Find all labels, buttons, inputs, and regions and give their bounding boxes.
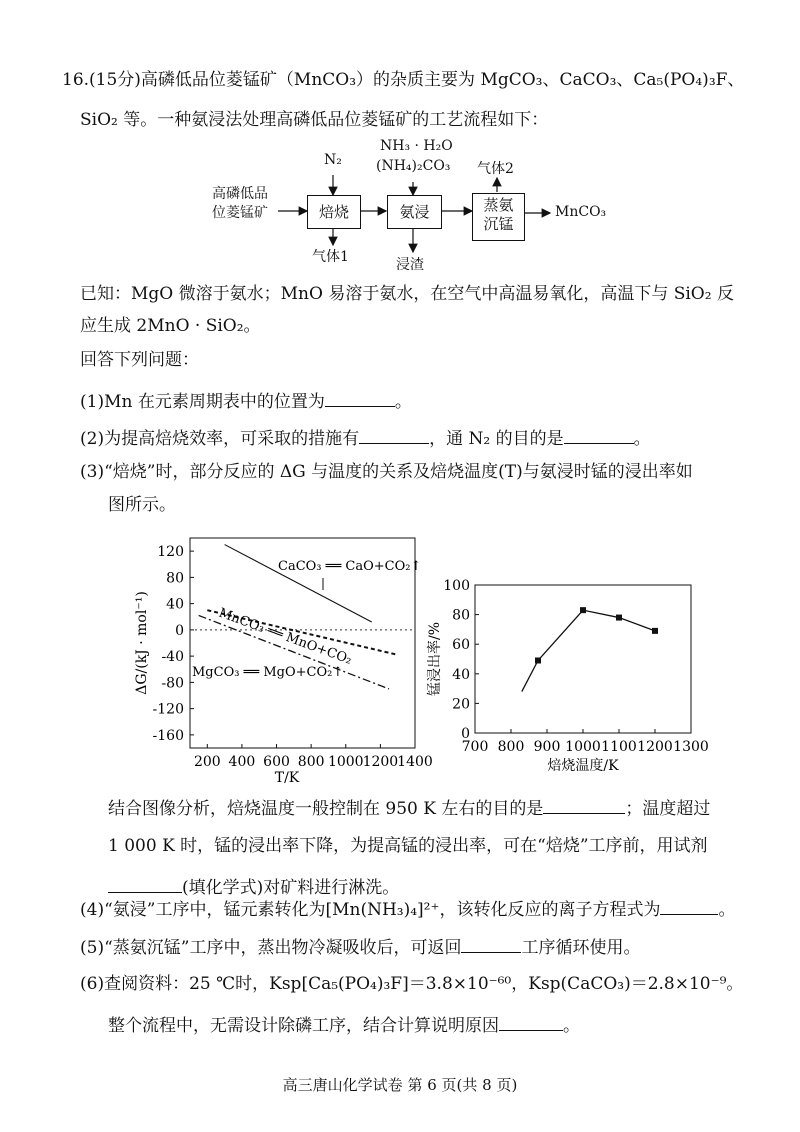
series-line-1 <box>225 545 372 622</box>
data-point <box>535 657 541 663</box>
question-intro-line2: SiO₂ 等。一种氨浸法处理高磷低品位菱锰矿的工艺流程如下： <box>80 110 549 130</box>
q3-analysis-line2: 1 000 K 时，锰的浸出率下降，为提高锰的浸出率，可在“焙烧”工序前，用试剂 <box>108 836 708 856</box>
roast-box: 焙烧 <box>307 195 361 229</box>
x-tick-label: 800 <box>497 739 525 755</box>
q3-line1: (3)“焙烧”时，部分反应的 ΔG 与温度的关系及焙烧温度(T)与氨浸时锰的浸出率如 <box>80 462 693 482</box>
n2-label: N₂ <box>324 152 342 168</box>
x-tick-label: 1200 <box>637 739 673 755</box>
annotation-mnco3: MnCO₃ ══ MnO+CO₂ <box>216 605 354 668</box>
q5-blank[interactable] <box>461 934 521 953</box>
y-tick-label: -160 <box>152 727 184 744</box>
x-tick-label: 1300 <box>673 739 709 755</box>
x-tick-label: 400 <box>228 754 256 770</box>
q4-blank[interactable] <box>660 896 718 915</box>
q5: (5)“蒸氨沉锰”工序中，蒸出物冷凝吸收后，可返回 工序循环使用。 <box>80 934 640 960</box>
y-tick-label: 80 <box>166 570 184 587</box>
known-line1: 已知：MgO 微溶于氨水；MnO 易溶于氨水，在空气中高温易氧化，高温下与 SiO₂ 反 <box>80 284 734 304</box>
annotation-caco3: CaCO₃ ══ CaO+CO₂↑ <box>278 559 422 574</box>
x-tick-label: 1100 <box>601 739 637 755</box>
raw-material-label-2: 位菱锰矿 <box>212 205 268 221</box>
q4: (4)“氨浸”工序中，锰元素转化为[Mn(NH₃)₄]²⁺，该转化反应的离子方程式为 。 <box>80 896 735 922</box>
q1: (1)Mn 在元素周期表中的位置为 。 <box>80 388 412 414</box>
x-tick-label: 600 <box>263 754 290 770</box>
x-tick-label: 700 <box>461 739 489 755</box>
residue-label: 浸渣 <box>396 257 424 273</box>
y-tick-label: -80 <box>161 675 184 692</box>
delta-g-chart <box>130 530 450 790</box>
known-line2: 应生成 2MnO · SiO₂。 <box>80 316 261 336</box>
y-tick-label: 40 <box>452 666 470 683</box>
question-intro-line1: 16.(15分)高磷低品位菱锰矿（MnCO₃）的杂质主要为 MgCO₃、CaCO₃、Ca₅(PO₄)₃F、 <box>62 70 745 90</box>
data-point <box>616 615 622 621</box>
page-footer: 高三唐山化学试卷 第 6 页(共 8 页) <box>282 1076 518 1094</box>
gas1-label: 气体1 <box>312 249 349 265</box>
series-line <box>522 610 655 691</box>
y-tick-label: -40 <box>161 649 184 666</box>
y-tick-label: 0 <box>461 726 470 742</box>
q3-line2: 图所示。 <box>108 495 176 515</box>
q3-analysis-line3: (填化学式)对矿料进行淋洗。 <box>108 874 399 900</box>
answer-prompt: 回答下列问题： <box>80 350 199 370</box>
ammonia-precipitation-box <box>472 193 525 241</box>
leach-rate-chart <box>425 570 725 785</box>
q3-blank-1[interactable] <box>543 795 625 814</box>
gas2-label: 气体2 <box>477 161 514 177</box>
ammonia-leach-box: 氨浸 <box>387 195 442 229</box>
box3-line2: 沉锰 <box>483 215 514 233</box>
product-label: MnCO₃ <box>555 204 607 220</box>
box3-line1: 蒸氨 <box>483 196 514 214</box>
q2: (2)为提高焙烧效率，可采取的措施有 ，通 N₂ 的目的是 。 <box>80 425 651 451</box>
x-axis-label: 焙烧温度/K <box>547 758 619 774</box>
y-tick-label: 40 <box>166 596 184 613</box>
y-axis-label: 锰浸出率/% <box>427 621 443 697</box>
q3-blank-2[interactable] <box>108 874 182 893</box>
y-tick-label: 100 <box>443 578 470 594</box>
y-tick-label: 80 <box>452 607 470 624</box>
q3-analysis-line1: 结合图像分析，焙烧温度一般控制在 950 K 左右的目的是 ；温度超过 <box>108 795 710 821</box>
annotation-mgco3: MgCO₃ ══ MgO+CO₂↑ <box>192 665 344 680</box>
x-tick-label: 1000 <box>565 739 601 755</box>
x-tick-label: 800 <box>297 754 325 770</box>
x-axis-label: T/K <box>274 770 300 786</box>
x-tick-label: 200 <box>193 754 221 770</box>
reagent-label-1: NH₃ · H₂O <box>380 138 453 154</box>
reagent-label-2: (NH₄)₂CO₃ <box>376 158 451 174</box>
x-tick-label: 1400 <box>397 754 433 770</box>
x-tick-label: 1200 <box>362 754 399 770</box>
y-tick-label: 120 <box>157 544 184 561</box>
q2-blank-2[interactable] <box>564 425 634 444</box>
q6-line1: (6)查阅资料：25 ℃时，Ksp[Ca₅(PO₄)₃F]＝3.8×10⁻⁶⁰，Ksp(CaCO₃)＝2.8×10⁻⁹。 <box>80 974 744 994</box>
data-point <box>652 628 658 634</box>
y-tick-label: 20 <box>452 696 470 713</box>
q6-line2: 整个流程中，无需设计除磷工序，结合计算说明原因 。 <box>108 1012 580 1038</box>
y-tick-label: -120 <box>152 701 184 718</box>
data-point <box>580 607 586 613</box>
y-tick-label: 60 <box>452 637 470 654</box>
q6-blank[interactable] <box>499 1012 563 1031</box>
q2-blank-1[interactable] <box>359 425 429 444</box>
x-tick-label: 1000 <box>327 754 364 770</box>
x-tick-label: 900 <box>533 739 561 755</box>
raw-material-label-1: 高磷低品 <box>212 186 268 202</box>
y-axis-label: ΔG/(kJ · mol⁻¹) <box>134 591 150 695</box>
q1-blank[interactable] <box>325 388 395 407</box>
y-tick-label: 0 <box>175 622 184 639</box>
